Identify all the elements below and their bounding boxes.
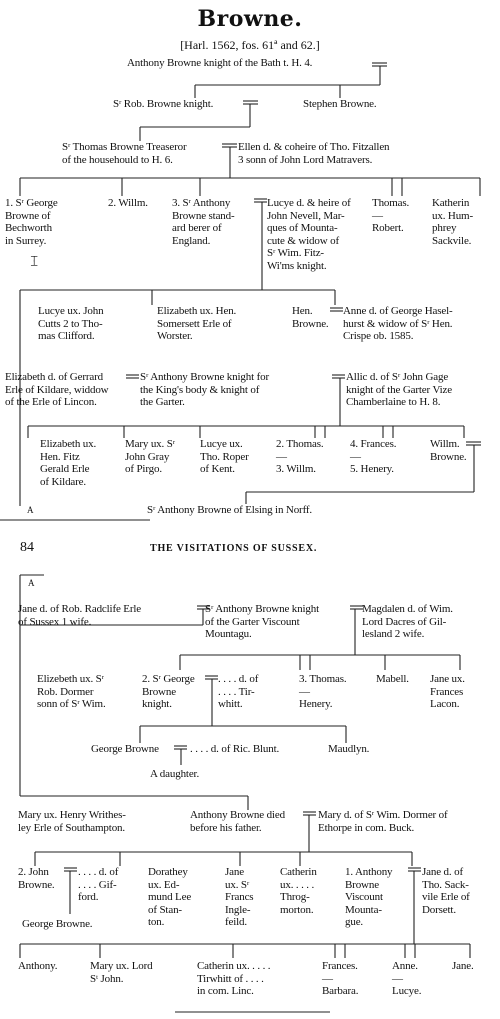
person-entry: Sʳ Anthony Browne knight for the King's body & knight of the Garter. [140,371,269,408]
person-entry: Elizebeth ux. Sʳ Rob. Dormer sonn of Sʳ Wim. [37,673,106,710]
person-entry: Jane. [452,960,474,972]
person-entry: Katherin ux. Hum- phrey Sackvile. [432,197,473,247]
person-entry: Anthony Browne knight of the Bath t. H. 4. [127,57,313,69]
person-entry: . . . . d. of Ric. Blunt. [190,743,280,755]
person-entry: A daughter. [150,768,200,780]
person-entry: Anne. — Lucye. [392,960,422,997]
person-entry: Elizabeth d. of Gerrard Erle of Kildare, widdow of the Erle of Lincon. [5,371,109,408]
person-entry: Magdalen d. of Wim. Lord Dacres of Gil- lesland 2 wife. [362,603,453,640]
person-entry: Sʳ Thomas Browne Treaseror of the househould to H. 6. [62,141,187,166]
person-entry: 2. Willm. [108,197,148,209]
continuation-marker: A [27,505,34,515]
person-entry: Maudlyn. [328,743,370,755]
person-entry: Mabell. [376,673,409,685]
person-entry: Allic d. of Sʳ John Gage knight of the Garter Vize Chamberlaine to H. 8. [346,371,452,408]
person-entry: Ellen d. & coheire of Tho. Fitzallen 3 sonn of John Lord Matravers. [238,141,390,166]
person-entry: Mary ux. Henry Writhes- ley Erle of Southampton. [18,809,126,834]
person-entry: Anne d. of George Hasel- hurst & widow of Sʳ Hen. Crispe ob. 1585. [343,305,453,342]
person-entry: Elizabeth ux. Hen. Fitz Gerald Erle of Kildare. [40,438,97,488]
person-entry: Lucye ux. Tho. Roper of Kent. [200,438,249,475]
running-head: THE VISITATIONS OF SUSSEX. [150,543,318,554]
person-entry: Frances. — Barbara. [322,960,359,997]
person-entry: 2. Sʳ George Browne knight. [142,673,195,710]
person-entry: Stephen Browne. [303,98,377,110]
person-entry: Lucye d. & heire of John Nevell, Mar- ques of Mounta- cute & widow of Sʳ Wim. Fitz- Wi'ms knight. [267,197,351,272]
person-entry: 3. Sʳ Anthony Browne stand- ard berer of England. [172,197,235,247]
person-entry: Mary ux. Lord Sᵗ John. [90,960,153,985]
person-entry: Jane ux. Sʳ Francs Ingle- feild. [225,866,254,928]
person-entry: Sʳ Anthony Browne knight of the Garter Viscount Mountagu. [205,603,319,640]
person-entry: 3. Thomas. — Henery. [299,673,347,710]
page-number: 84 [20,540,34,555]
person-entry: Catherin ux. . . . . Throg- morton. [280,866,317,916]
person-entry: Anthony Browne died before his father. [190,809,285,834]
person-entry: Jane d. of Rob. Radclife Erle of Sussex 1 wife. [18,603,142,628]
person-entry: Catherin ux. . . . . Tirwhitt of . . . . in com. Linc. [197,960,271,997]
person-entry: Jane ux. Frances Lacon. [430,673,465,710]
person-entry: George Browne. [22,918,93,930]
person-entry: Sʳ Rob. Browne knight. [113,98,214,110]
person-entry: Lucye ux. John Cutts 2 to Tho- mas Clifford. [38,305,104,342]
person-entry: Anthony. [18,960,58,972]
person-entry: Elizabeth ux. Hen. Somersett Erle of Worster. [157,305,237,342]
person-entry: Thomas. — Robert. [372,197,410,234]
person-entry: . . . . d. of . . . . Gif- ford. [78,866,119,903]
person-entry: 2. John Browne. [18,866,55,891]
person-entry: George Browne [91,743,159,755]
pedigree-title: Browne. [197,6,303,32]
continuation-marker: A [28,578,35,588]
person-entry: 1. Anthony Browne Viscount Mounta- gue. [345,866,393,928]
person-entry: Mary ux. Sʳ John Gray of Pirgo. [125,438,175,475]
decorative-mark: ┬ ┴ [31,251,38,270]
person-entry: Dorathey ux. Ed- mund Lee of Stan- ton. [148,866,192,928]
person-entry: 2. Thomas. — 3. Willm. [276,438,324,475]
person-entry: Willm. Browne. [430,438,467,463]
person-entry: Jane d. of Tho. Sack- vile Erle of Dorsett. [422,866,470,916]
manuscript-reference: [Harl. 1562, fos. 61ª and 62.] [180,38,320,52]
person-entry: 1. Sʳ George Browne of Bechworth in Surrey. [5,197,58,247]
person-entry: Sʳ Anthony Browne of Elsing in Norff. [147,504,312,516]
person-entry: . . . . d. of . . . . Tir- whitt. [218,673,259,710]
person-entry: Mary d. of Sʳ Wim. Dormer of Ethorpe in com. Buck. [318,809,448,834]
person-entry: Hen. Browne. [292,305,329,330]
person-entry: 4. Frances. — 5. Henery. [350,438,397,475]
